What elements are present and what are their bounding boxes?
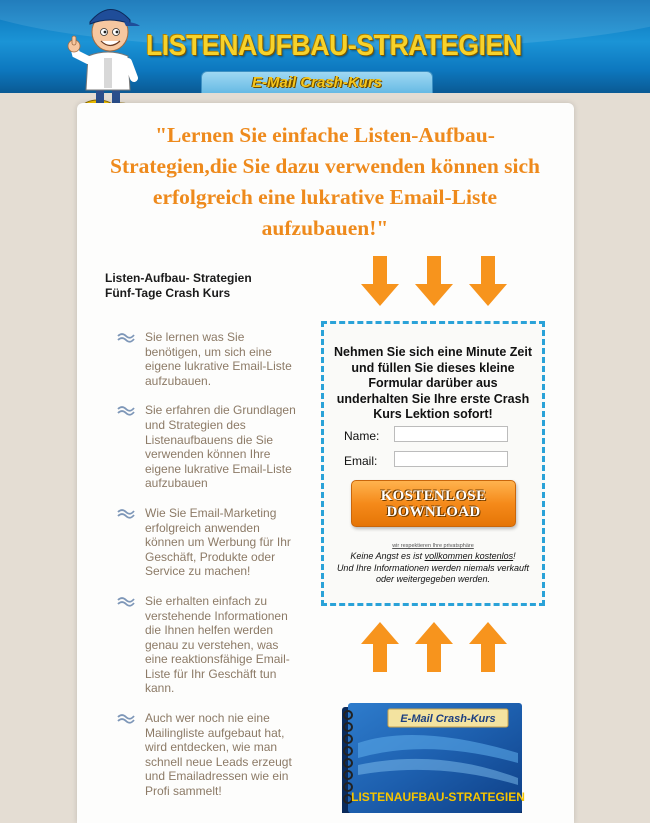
list-item xyxy=(117,403,297,491)
wave-bullet-icon xyxy=(117,595,135,607)
arrow-down-icon xyxy=(361,256,399,306)
benefit-text: Sie erhalten einfach zu verstehende Informationen die Ihnen helfen werden genau zu verstehen, was eine reaktionsfähige Email-Liste für Ihr Geschäft tun kann. xyxy=(145,593,290,696)
wave-bullet-icon xyxy=(117,404,135,416)
course-subtitle-line1: Listen-Aufbau- Strategien xyxy=(105,271,252,285)
benefits-list xyxy=(117,330,297,814)
arrow-down-icon xyxy=(415,256,453,306)
wave-bullet-icon xyxy=(117,712,135,724)
site-title: LISTENAUFBAU-STRATEGIEN xyxy=(146,30,522,62)
guarantee-line1 xyxy=(328,551,538,563)
optin-intro: Nehmen Sie sich eine Minute Zeit und füllen Sie dieses kleine Formular darüber aus underhalten Sie Ihre erste Crash Kurs Lektion sofort! xyxy=(334,345,532,421)
guarantee-emphasis: vollkommen kostenlos xyxy=(424,551,514,561)
arrow-up-icon xyxy=(361,622,399,672)
benefit-text: Auch wer noch nie eine Mailingliste aufgebaut hat, wird entdecken, wie man schnell neue Leads erzeugt und Emailadressen wie ein Profi sammelt! xyxy=(145,711,292,799)
privacy-guarantee xyxy=(328,551,538,586)
list-item xyxy=(117,594,297,696)
arrow-up-icon xyxy=(415,622,453,672)
list-item xyxy=(117,330,297,388)
arrow-down-icon xyxy=(469,256,507,306)
guarantee-line2: Und Ihre Informationen werden niemals verkauft oder weitergegeben werden. xyxy=(336,562,530,584)
course-subtitle xyxy=(105,271,305,301)
wave-bullet-icon xyxy=(117,331,135,343)
thumbs-up-mascot-icon xyxy=(64,0,150,120)
page-headline: "Lernen Sie einfache Listen-Aufbau-Strategien,die Sie dazu verwenden können sich erfolgreich eine lukrative Email-Liste aufzubauen!" xyxy=(109,123,541,240)
email-label: Email: xyxy=(344,454,378,468)
optin-form xyxy=(321,321,545,606)
ebook-banner: E-Mail Crash-Kurs xyxy=(400,713,496,725)
benefit-text: Wie Sie Email-Marketing erfolgreich anwenden können um Werbung für Ihr Geschäft, Produkte oder Service zu machen! xyxy=(145,505,291,579)
header-tab-label: E-Mail Crash-Kurs xyxy=(251,74,383,91)
name-label: Name: xyxy=(344,429,380,443)
download-button-line1: KOSTENLOSE xyxy=(380,487,487,504)
ebook-cover-image xyxy=(338,703,528,813)
benefit-text: Sie lernen was Sie benötigen, um sich eine eigene lukrative Email-Liste aufzubauen. xyxy=(145,330,292,388)
privacy-link[interactable]: wir respektieren Ihre privatsphäre xyxy=(392,543,474,549)
guarantee-suffix: ! xyxy=(513,551,516,561)
ebook-cover-title: LISTENAUFBAU-STRATEGIEN xyxy=(351,790,525,804)
arrow-up-icon xyxy=(469,622,507,672)
free-download-button[interactable] xyxy=(351,480,516,527)
course-subtitle-line2: Fünf-Tage Crash Kurs xyxy=(105,286,231,300)
download-button-line2: DOWNLOAD xyxy=(386,503,481,520)
email-input[interactable] xyxy=(394,451,508,467)
list-item xyxy=(117,711,297,799)
name-input[interactable] xyxy=(394,426,508,442)
guarantee-prefix: Keine Angst es ist xyxy=(350,551,425,561)
header-tab xyxy=(201,71,433,93)
wave-bullet-icon xyxy=(117,507,135,519)
list-item xyxy=(117,506,297,579)
benefit-text: Sie erfahren die Grundlagen und Strategien des Listenaufbauens die Sie verwenden können Ihre eigene lukrative Email-Liste aufzubauen xyxy=(145,403,296,491)
